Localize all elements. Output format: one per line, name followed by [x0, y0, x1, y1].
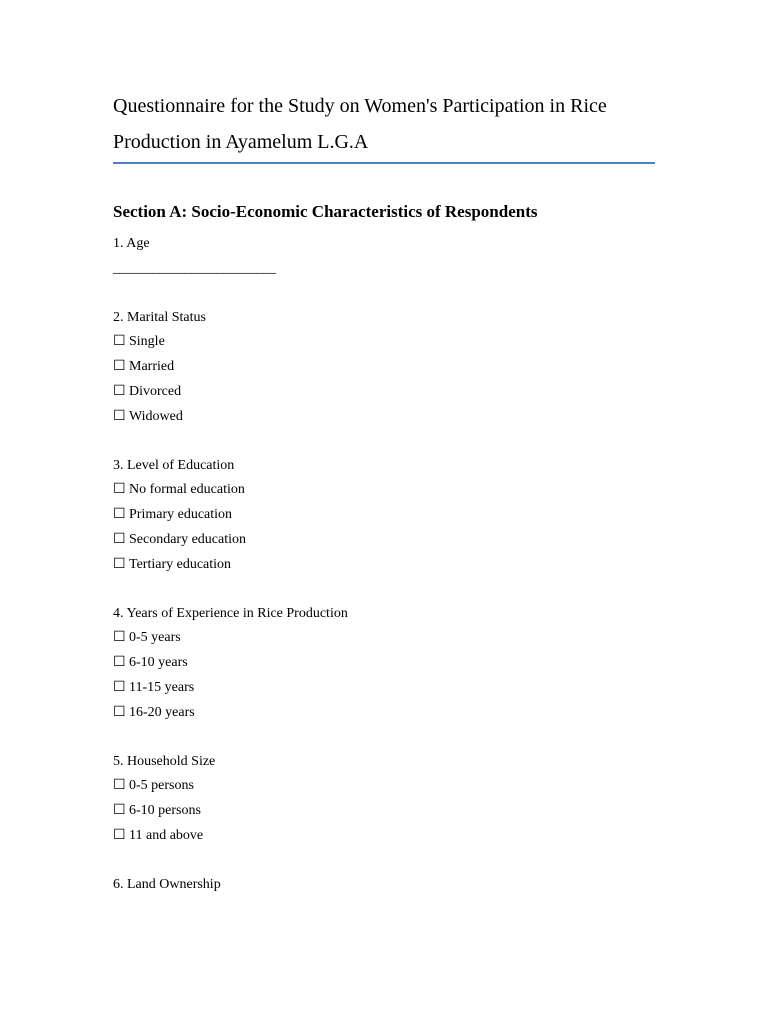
question-household-size: [113, 750, 655, 849]
checkbox-icon[interactable]: ☐: [113, 334, 126, 350]
checkbox-icon[interactable]: ☐: [113, 507, 126, 523]
option-secondary-education[interactable]: [113, 528, 655, 553]
option-label: 0-5 years: [129, 630, 181, 646]
option-tertiary-education[interactable]: [113, 553, 655, 578]
option-label: 6-10 persons: [129, 803, 201, 819]
option-married[interactable]: [113, 355, 655, 380]
option-label: 11 and above: [129, 827, 204, 843]
question-label: 2. Marital Status: [113, 309, 206, 325]
option-0-5-persons[interactable]: [113, 774, 655, 799]
option-label: Tertiary education: [129, 556, 232, 572]
question-education: [113, 454, 655, 578]
option-6-10-persons[interactable]: [113, 799, 655, 824]
option-primary-education[interactable]: [113, 503, 655, 528]
option-6-10-years[interactable]: [113, 651, 655, 676]
checkbox-icon[interactable]: ☐: [113, 556, 126, 572]
checkbox-icon[interactable]: ☐: [113, 704, 126, 720]
option-16-20-years[interactable]: [113, 701, 655, 726]
section-a-heading: Section A: Socio-Economic Characteristics of Respondents: [113, 202, 538, 221]
option-label: 11-15 years: [129, 679, 195, 695]
option-label: Widowed: [129, 408, 183, 424]
document-page: [113, 88, 655, 892]
option-label: Single: [129, 334, 165, 350]
checkbox-icon[interactable]: ☐: [113, 679, 126, 695]
option-widowed[interactable]: [113, 405, 655, 430]
question-label: 4. Years of Experience in Rice Production: [113, 605, 348, 621]
option-label: 0-5 persons: [129, 778, 194, 794]
checkbox-icon[interactable]: ☐: [113, 803, 126, 819]
question-label: 1. Age: [113, 236, 150, 251]
checkbox-icon[interactable]: ☐: [113, 630, 126, 646]
option-single[interactable]: [113, 330, 655, 355]
option-label: Divorced: [129, 383, 182, 399]
option-label: Secondary education: [129, 531, 247, 547]
option-no-formal-education[interactable]: [113, 478, 655, 503]
question-label: 3. Level of Education: [113, 457, 235, 473]
option-label: No formal education: [129, 482, 245, 498]
option-11-and-above[interactable]: [113, 824, 655, 849]
checkbox-icon[interactable]: ☐: [113, 408, 126, 424]
question-land-ownership: [113, 873, 655, 898]
checkbox-icon[interactable]: ☐: [113, 359, 126, 375]
question-marital-status: [113, 306, 655, 430]
checkbox-icon[interactable]: ☐: [113, 778, 126, 794]
checkbox-icon[interactable]: ☐: [113, 383, 126, 399]
option-label: Primary education: [129, 507, 233, 523]
question-age: [113, 232, 655, 282]
option-label: 16-20 years: [129, 704, 195, 720]
option-11-15-years[interactable]: [113, 676, 655, 701]
checkbox-icon[interactable]: ☐: [113, 655, 126, 671]
question-list: [113, 232, 655, 922]
question-label: 5. Household Size: [113, 753, 216, 769]
checkbox-icon[interactable]: ☐: [113, 531, 126, 547]
checkbox-icon[interactable]: ☐: [113, 827, 126, 843]
option-0-5-years[interactable]: [113, 626, 655, 651]
question-experience: [113, 602, 655, 726]
question-label: 6. Land Ownership: [113, 876, 221, 892]
age-answer-line[interactable]: _________________________: [113, 260, 276, 276]
option-label: 6-10 years: [129, 655, 188, 671]
option-divorced[interactable]: [113, 380, 655, 405]
option-label: Married: [129, 359, 175, 375]
document-title: Questionnaire for the Study on Women's Participation in Rice Production in Ayamelum L.G.A: [113, 88, 655, 164]
checkbox-icon[interactable]: ☐: [113, 482, 126, 498]
